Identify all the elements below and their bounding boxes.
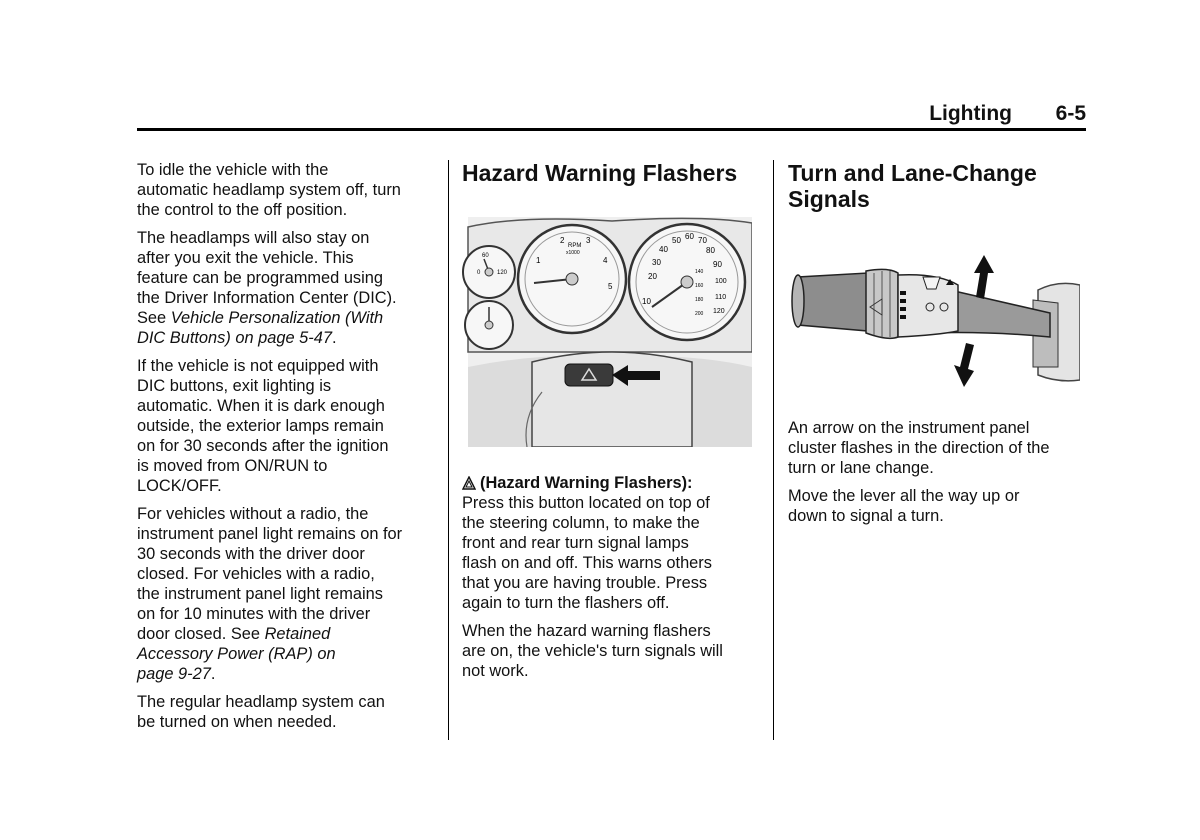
svg-text:4: 4 [603,256,608,265]
svg-text:200: 200 [695,311,704,317]
svg-text:0: 0 [477,270,481,276]
svg-text:140: 140 [695,269,704,275]
section-heading-hazard: Hazard Warning Flashers [462,160,738,186]
cross-reference-link[interactable]: page 9-27 [137,665,211,683]
svg-text:110: 110 [715,294,727,301]
section-heading-turn-signals: Turn and Lane-Change Signals [788,160,1037,212]
page-header [137,100,1086,128]
svg-text:120: 120 [497,270,508,276]
instrument-cluster-figure [462,217,752,447]
column-2 [462,160,762,680]
cross-reference-link[interactable]: Vehicle Personalization (With [170,309,384,327]
cross-reference-link[interactable]: Retained [264,625,331,643]
paragraph-move-lever: Move the lever all the way up or down to signal a turn. [788,487,1020,525]
cross-reference-link[interactable]: DIC Buttons) on page 5-47 [137,329,332,347]
svg-text:80: 80 [706,246,715,255]
svg-text:3: 3 [586,236,591,245]
paragraph-radio: For vehicles without a radio, the instrument panel light remains on for 30 seconds with the driver door closed. For vehicles with a radio, the instrument panel light remains on for 10 minutes with the driver door closed. See Retained Accessory Power (RAP) on page 9-27. [137,504,437,684]
hazard-label: (Hazard Warning Flashers): [480,474,693,492]
svg-text:120: 120 [713,308,725,315]
svg-text:5: 5 [608,282,613,291]
svg-text:10: 10 [642,297,651,306]
svg-text:2: 2 [560,236,565,245]
hazard-text [462,473,762,689]
paragraph-exit-lighting: If the vehicle is not equipped with DIC buttons, exit lighting is automatic. When it is dark enough outside, the exterior lamps remain on for 30 seconds after the ignition is moved from ON/RUN to LOCK/OFF. [137,357,389,495]
header-rule [137,128,1086,131]
column-1 [137,160,437,740]
paragraph-idle: To idle the vehicle with the automatic headlamp system off, turn the control to the off position. [137,161,401,219]
turn-signal-lever-figure [788,255,1080,390]
svg-text:160: 160 [695,283,704,289]
svg-text:30: 30 [652,258,661,267]
svg-text:x1000: x1000 [566,250,580,256]
paragraph-regular-headlamp: The regular headlamp system can be turned on when needed. [137,693,385,731]
column-3 [788,160,1088,525]
cross-reference-link[interactable]: Accessory Power (RAP) on [137,645,336,663]
svg-text:60: 60 [685,232,694,241]
page-number: 6-5 [1055,102,1086,125]
column-divider-1 [448,160,449,740]
svg-text:20: 20 [648,272,657,281]
svg-text:50: 50 [672,236,681,245]
turn-signal-text [788,418,1088,534]
svg-text:40: 40 [659,245,668,254]
svg-text:180: 180 [695,297,704,303]
paragraph-stay-on: The headlamps will also stay on after you exit the vehicle. This feature can be programmed using the Driver Information Center (DIC). See Vehicle Personalization (With DIC Buttons) on page 5-47. [137,229,397,347]
paragraph-hazard-turn-signals: When the hazard warning flashers are on, the vehicle's turn signals will not work. [462,622,723,680]
svg-text:70: 70 [698,236,707,245]
column-divider-2 [773,160,774,740]
svg-text:RPM: RPM [568,243,582,249]
paragraph-arrow-cluster: An arrow on the instrument panel cluster flashes in the direction of the turn or lane change. [788,419,1050,477]
svg-text:1: 1 [536,256,541,265]
svg-text:90: 90 [713,260,722,269]
paragraph-hazard-button: (Hazard Warning Flashers): Press this button located on top of the steering column, to make the front and rear turn signal lamps flash on and off. This warns others that you are having trouble. Press again to turn the flashers off. [462,474,712,612]
svg-text:60: 60 [482,253,489,259]
hazard-warning-icon [462,476,476,490]
svg-text:100: 100 [715,278,727,285]
chapter-title: Lighting [929,102,1012,125]
